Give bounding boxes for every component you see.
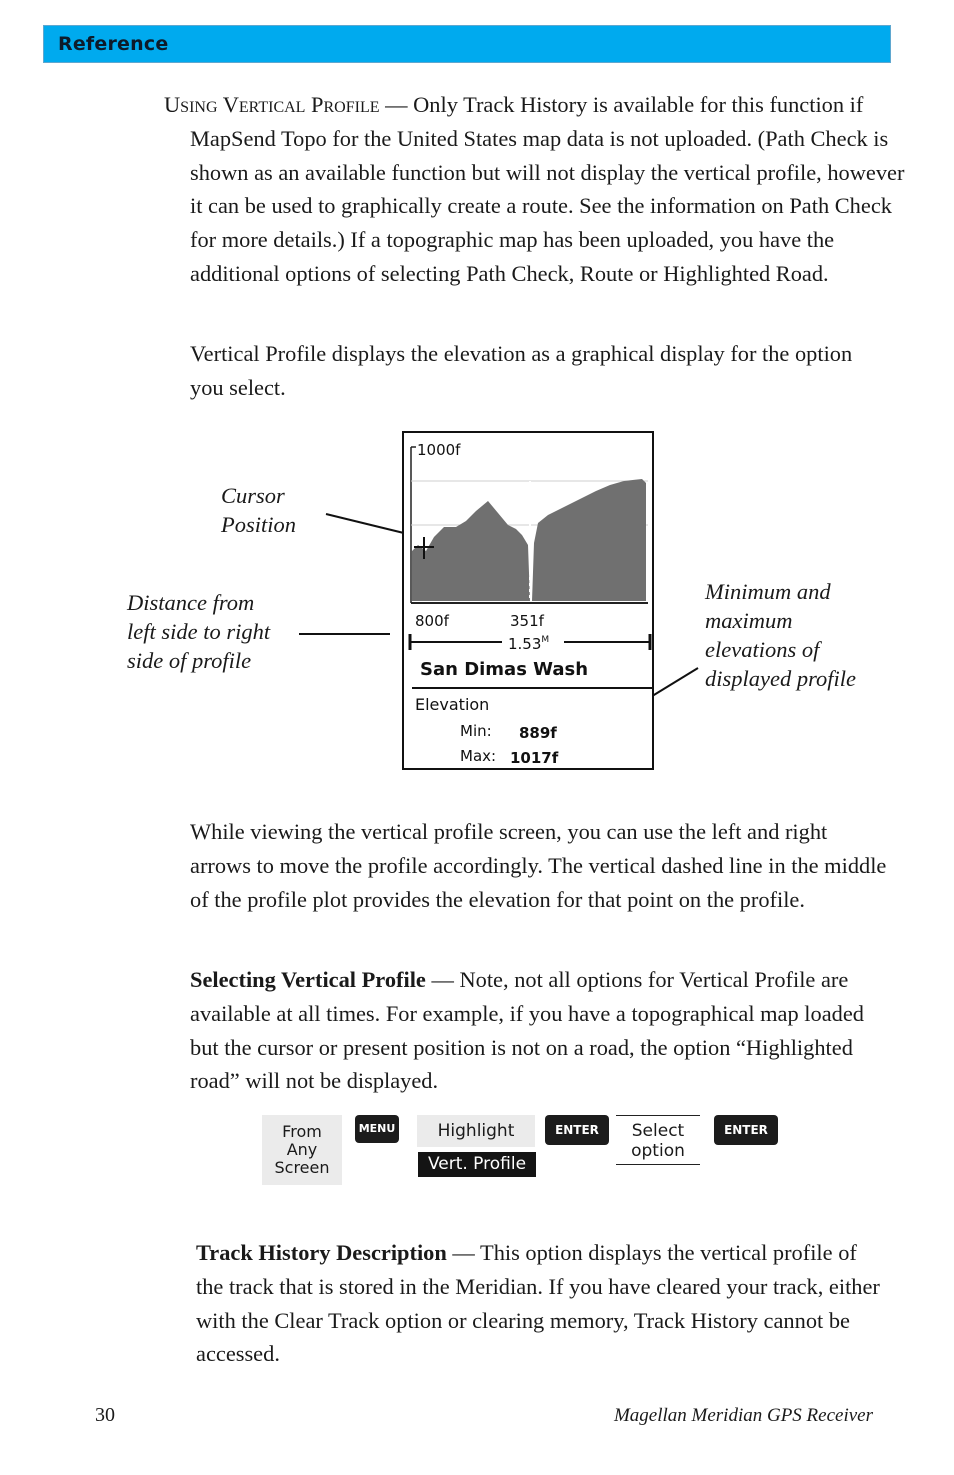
step-vert-profile-option: Vert. Profile bbox=[418, 1152, 536, 1177]
distance-value: $1.53^M$ bbox=[508, 635, 550, 653]
max-label: Max: bbox=[460, 747, 497, 765]
step-highlight: Highlight bbox=[417, 1115, 535, 1147]
step-select-option: Select option bbox=[616, 1115, 700, 1165]
gps-screen-vertical-profile bbox=[402, 431, 654, 770]
min-value: 889f bbox=[519, 724, 557, 742]
paragraph-track-history-description: Track History Description — This option displays the vertical profile of the track that is stored in the Meridian. If you have cleared your track, either with the Clear Track option or clearing memory, Track History cannot be accessed. bbox=[196, 1240, 880, 1367]
center-elevation-label: 351f bbox=[510, 612, 544, 630]
place-name: San Dimas Wash bbox=[420, 659, 589, 680]
callout-distance: Distance from left side to right side of profile bbox=[127, 590, 271, 673]
footer-document-title: Magellan Meridian GPS Receiver bbox=[613, 1405, 873, 1426]
left-elevation-label: 800f bbox=[415, 612, 449, 630]
elevation-profile-area bbox=[412, 479, 646, 601]
menu-key-icon: MENU bbox=[355, 1115, 399, 1143]
step-from-any-screen: From Any Screen bbox=[262, 1115, 342, 1185]
elevation-profile-plot bbox=[404, 433, 652, 633]
term-using-vertical-profile: Using Vertical Profile bbox=[164, 92, 380, 117]
enter-key-icon-2: ENTER bbox=[714, 1115, 778, 1145]
paragraph-viewing-vertical-profile: While viewing the vertical profile screen, you can use the left and right arrows to move the profile accordingly. The vertical dashed line in the middle of the profile plot provides the elevation for that point on the profile. bbox=[190, 819, 887, 912]
paragraph-selecting-vertical-profile: Selecting Vertical Profile — Note, not all options for Vertical Profile are available at all times. For example, if you have a topographical map loaded but the cursor or present position is not on a road, the option “Highlighted road” will not be displayed. bbox=[190, 967, 864, 1094]
term-selecting-vertical-profile: Selecting Vertical Profile bbox=[190, 967, 426, 992]
callout-min-max-elevation: Minimum and maximum elevations of displayed profile bbox=[705, 579, 857, 691]
page-number: 30 bbox=[95, 1404, 115, 1426]
screen-divider bbox=[412, 687, 652, 689]
leader-line-cursor bbox=[326, 514, 412, 535]
top-scale-label: 1000f bbox=[417, 441, 461, 459]
term-track-history-description: Track History Description bbox=[196, 1240, 447, 1265]
paragraph-using-vertical-profile: Using Vertical Profile — Only Track History is available for this function if MapSend Topo for the United States map data is not uploaded. (Path Check is shown as an available function but will not display the vertical profile, however it can be used to graphically create a route. See the information on Path Check for more details.) If a topographic map has been uploaded, you have the additional options of selecting Path Check, Route or Highlighted Road. bbox=[164, 92, 905, 286]
paragraph-vertical-profile-display: Vertical Profile displays the elevation as a graphical display for the option you select. bbox=[190, 341, 853, 400]
min-label: Min: bbox=[460, 722, 492, 740]
enter-key-icon: ENTER bbox=[545, 1115, 609, 1145]
section-title: Reference bbox=[58, 33, 169, 55]
elevation-section-label: Elevation bbox=[415, 695, 490, 714]
callout-cursor-position: Cursor Position bbox=[221, 483, 297, 537]
max-value: 1017f bbox=[510, 749, 559, 767]
